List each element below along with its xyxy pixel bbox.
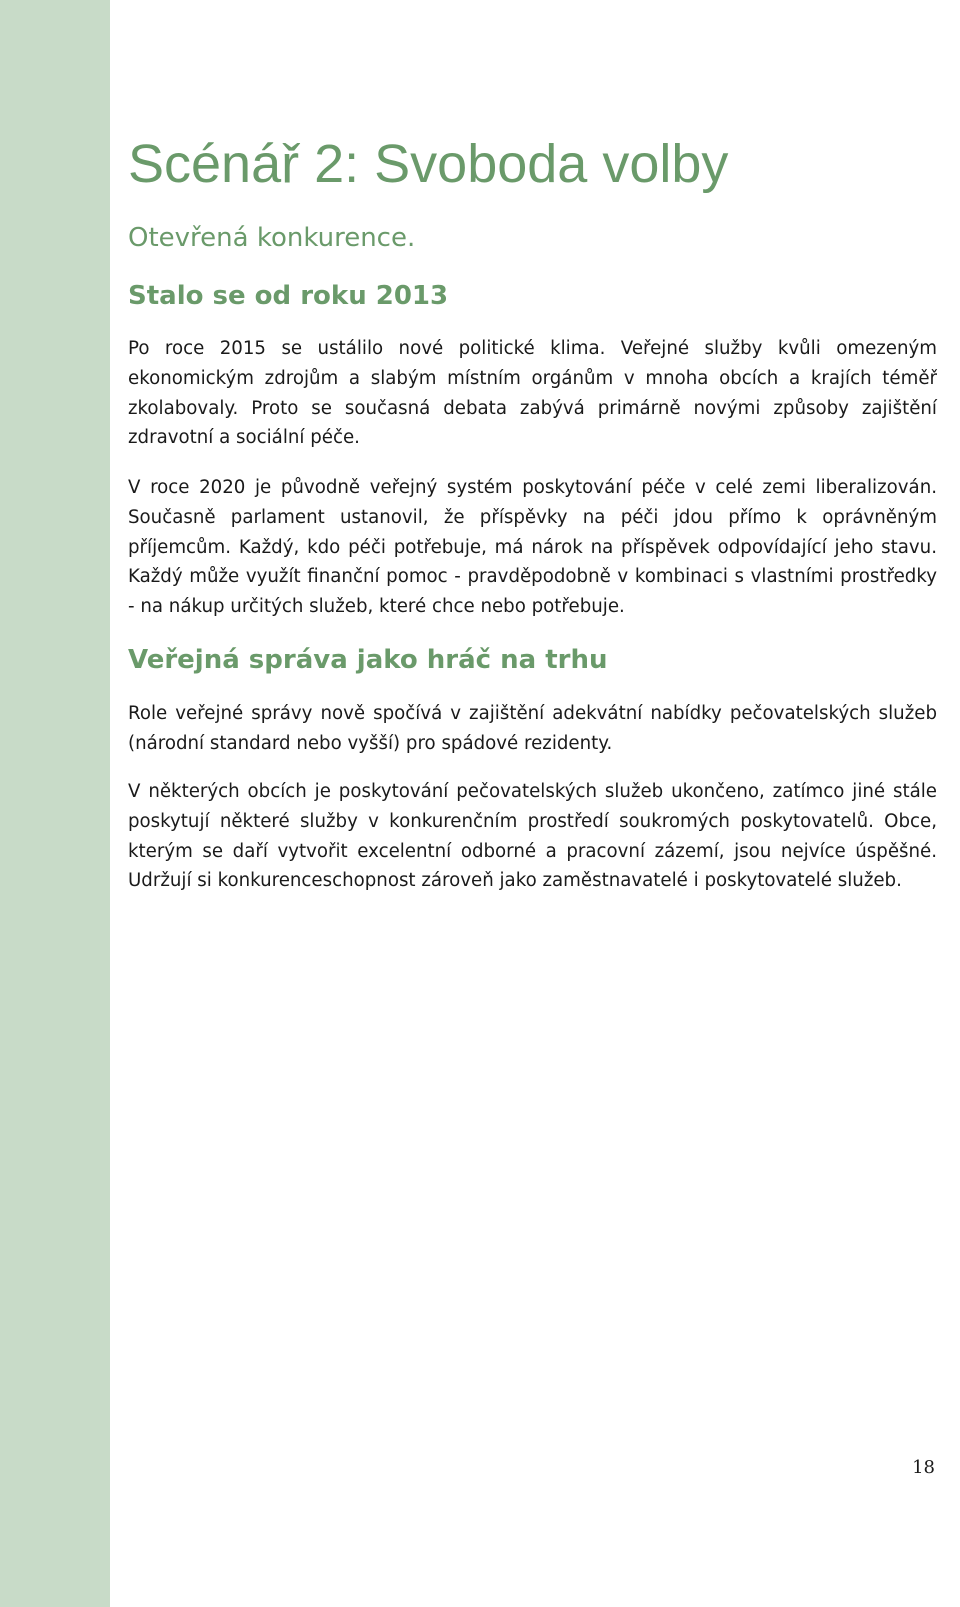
section-heading-verejna-sprava: Veřejná správa jako hráč na trhu: [128, 645, 608, 675]
page-title: Scénář 2: Svoboda volby: [128, 134, 729, 194]
paragraph: Po roce 2015 se ustálilo nové politické klima. Veřejné služby kvůli omezeným ekonomickým zdrojům a slabým místním orgánům v mnoha obcích a krajích téměř zkolabovaly. Proto se současná debata zabývá primárně novými způsoby zajištění zdravotní a sociální péče.: [128, 338, 937, 449]
side-band: [0, 0, 110, 1607]
paragraph: V roce 2020 je původně veřejný systém poskytování péče v celé zemi liberalizován. Současně parlament ustanovil, že příspěvky na péči jdou přímo k oprávněným příjemcům. Každý, kdo péči potřebuje, má nárok na příspěvek odpovídající jeho stavu. Každý může využít finanční pomoc - pravděpodobně v kombinaci s vlastními prostředky - na nákup určitých služeb, které chce nebo potřebuje.: [128, 477, 937, 618]
page-number: 18: [912, 1457, 935, 1478]
paragraph: Role veřejné správy nově spočívá v zajištění adekvátní nabídky pečovatelských služeb (národní standard nebo vyšší) pro spádové rezidenty.: [128, 703, 937, 754]
paragraph: V některých obcích je poskytování pečovatelských služeb ukončeno, zatímco jiné stále poskytují některé služby v konkurenčním prostředí soukromých poskytovatelů. Obce, kterým se daří vytvořit excelentní odborné a pracovní zázemí, jsou nejvíce úspěšné. Udržují si konkurenceschopnost zároveň jako zaměstnavatelé i poskytovatelé služeb.: [128, 781, 937, 892]
section-heading-stalo: Stalo se od roku 2013: [128, 281, 449, 311]
page-subtitle: Otevřená konkurence.: [128, 223, 416, 253]
